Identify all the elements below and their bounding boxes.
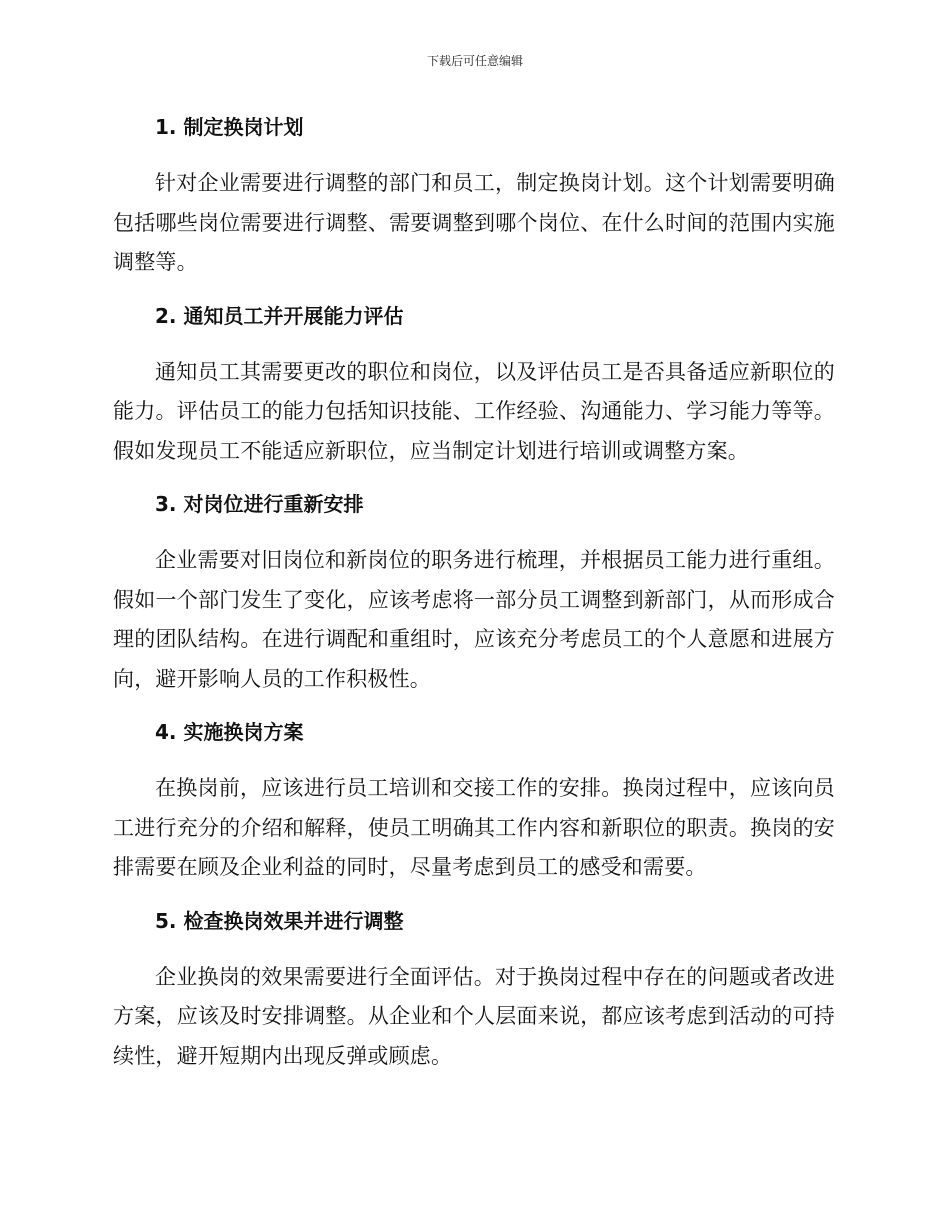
section-heading: 2. 通知员工并开展能力评估	[155, 303, 404, 328]
page-header-note: 下载后可任意编辑	[426, 54, 523, 68]
section-body: 在换岗前，应该进行员工培训和交接工作的安排。换岗过程中，应该向员工进行充分的介绍和解释，使员工明确其工作内容和新职位的职责。换岗的安排需要在顾及企业利益的同时，尽量考虑到员工的感受和需要。	[113, 776, 835, 879]
section-2	[113, 299, 835, 472]
section-body: 企业换岗的效果需要进行全面评估。对于换岗过程中存在的问题或者改进方案，应该及时安排调整。从企业和个人层面来说，都应该考虑到活动的可持续性，避开短期内出现反弹或顾虑。	[113, 964, 835, 1068]
document-content	[113, 110, 835, 1092]
section-1	[113, 110, 835, 283]
section-5	[113, 904, 835, 1077]
section-heading: 5. 检查换岗效果并进行调整	[155, 908, 404, 933]
section-heading: 1. 制定换岗计划	[155, 115, 304, 139]
section-body: 针对企业需要进行调整的部门和员工，制定换岗计划。这个计划需要明确包括哪些岗位需要进行调整、需要调整到哪个岗位、在什么时间的范围内实施调整等。	[113, 171, 835, 274]
section-body: 通知员工其需要更改的职位和岗位，以及评估员工是否具备适应新职位的能力。评估员工的能力包括知识技能、工作经验、沟通能力、学习能力等等。假如发现员工不能适应新职位，应当制定计划进行培训或调整方案。	[113, 359, 835, 463]
section-body: 企业需要对旧岗位和新岗位的职务进行梳理，并根据员工能力进行重组。假如一个部门发生了变化，应该考虑将一部分员工调整到新部门，从而形成合理的团队结构。在进行调配和重组时，应该充分考虑员工的个人意愿和进展方向，避开影响人员的工作积极性。	[113, 548, 835, 691]
section-heading: 3. 对岗位进行重新安排	[155, 492, 364, 516]
section-3	[113, 487, 835, 699]
section-4	[113, 715, 835, 888]
section-heading: 4. 实施换岗方案	[155, 720, 304, 744]
